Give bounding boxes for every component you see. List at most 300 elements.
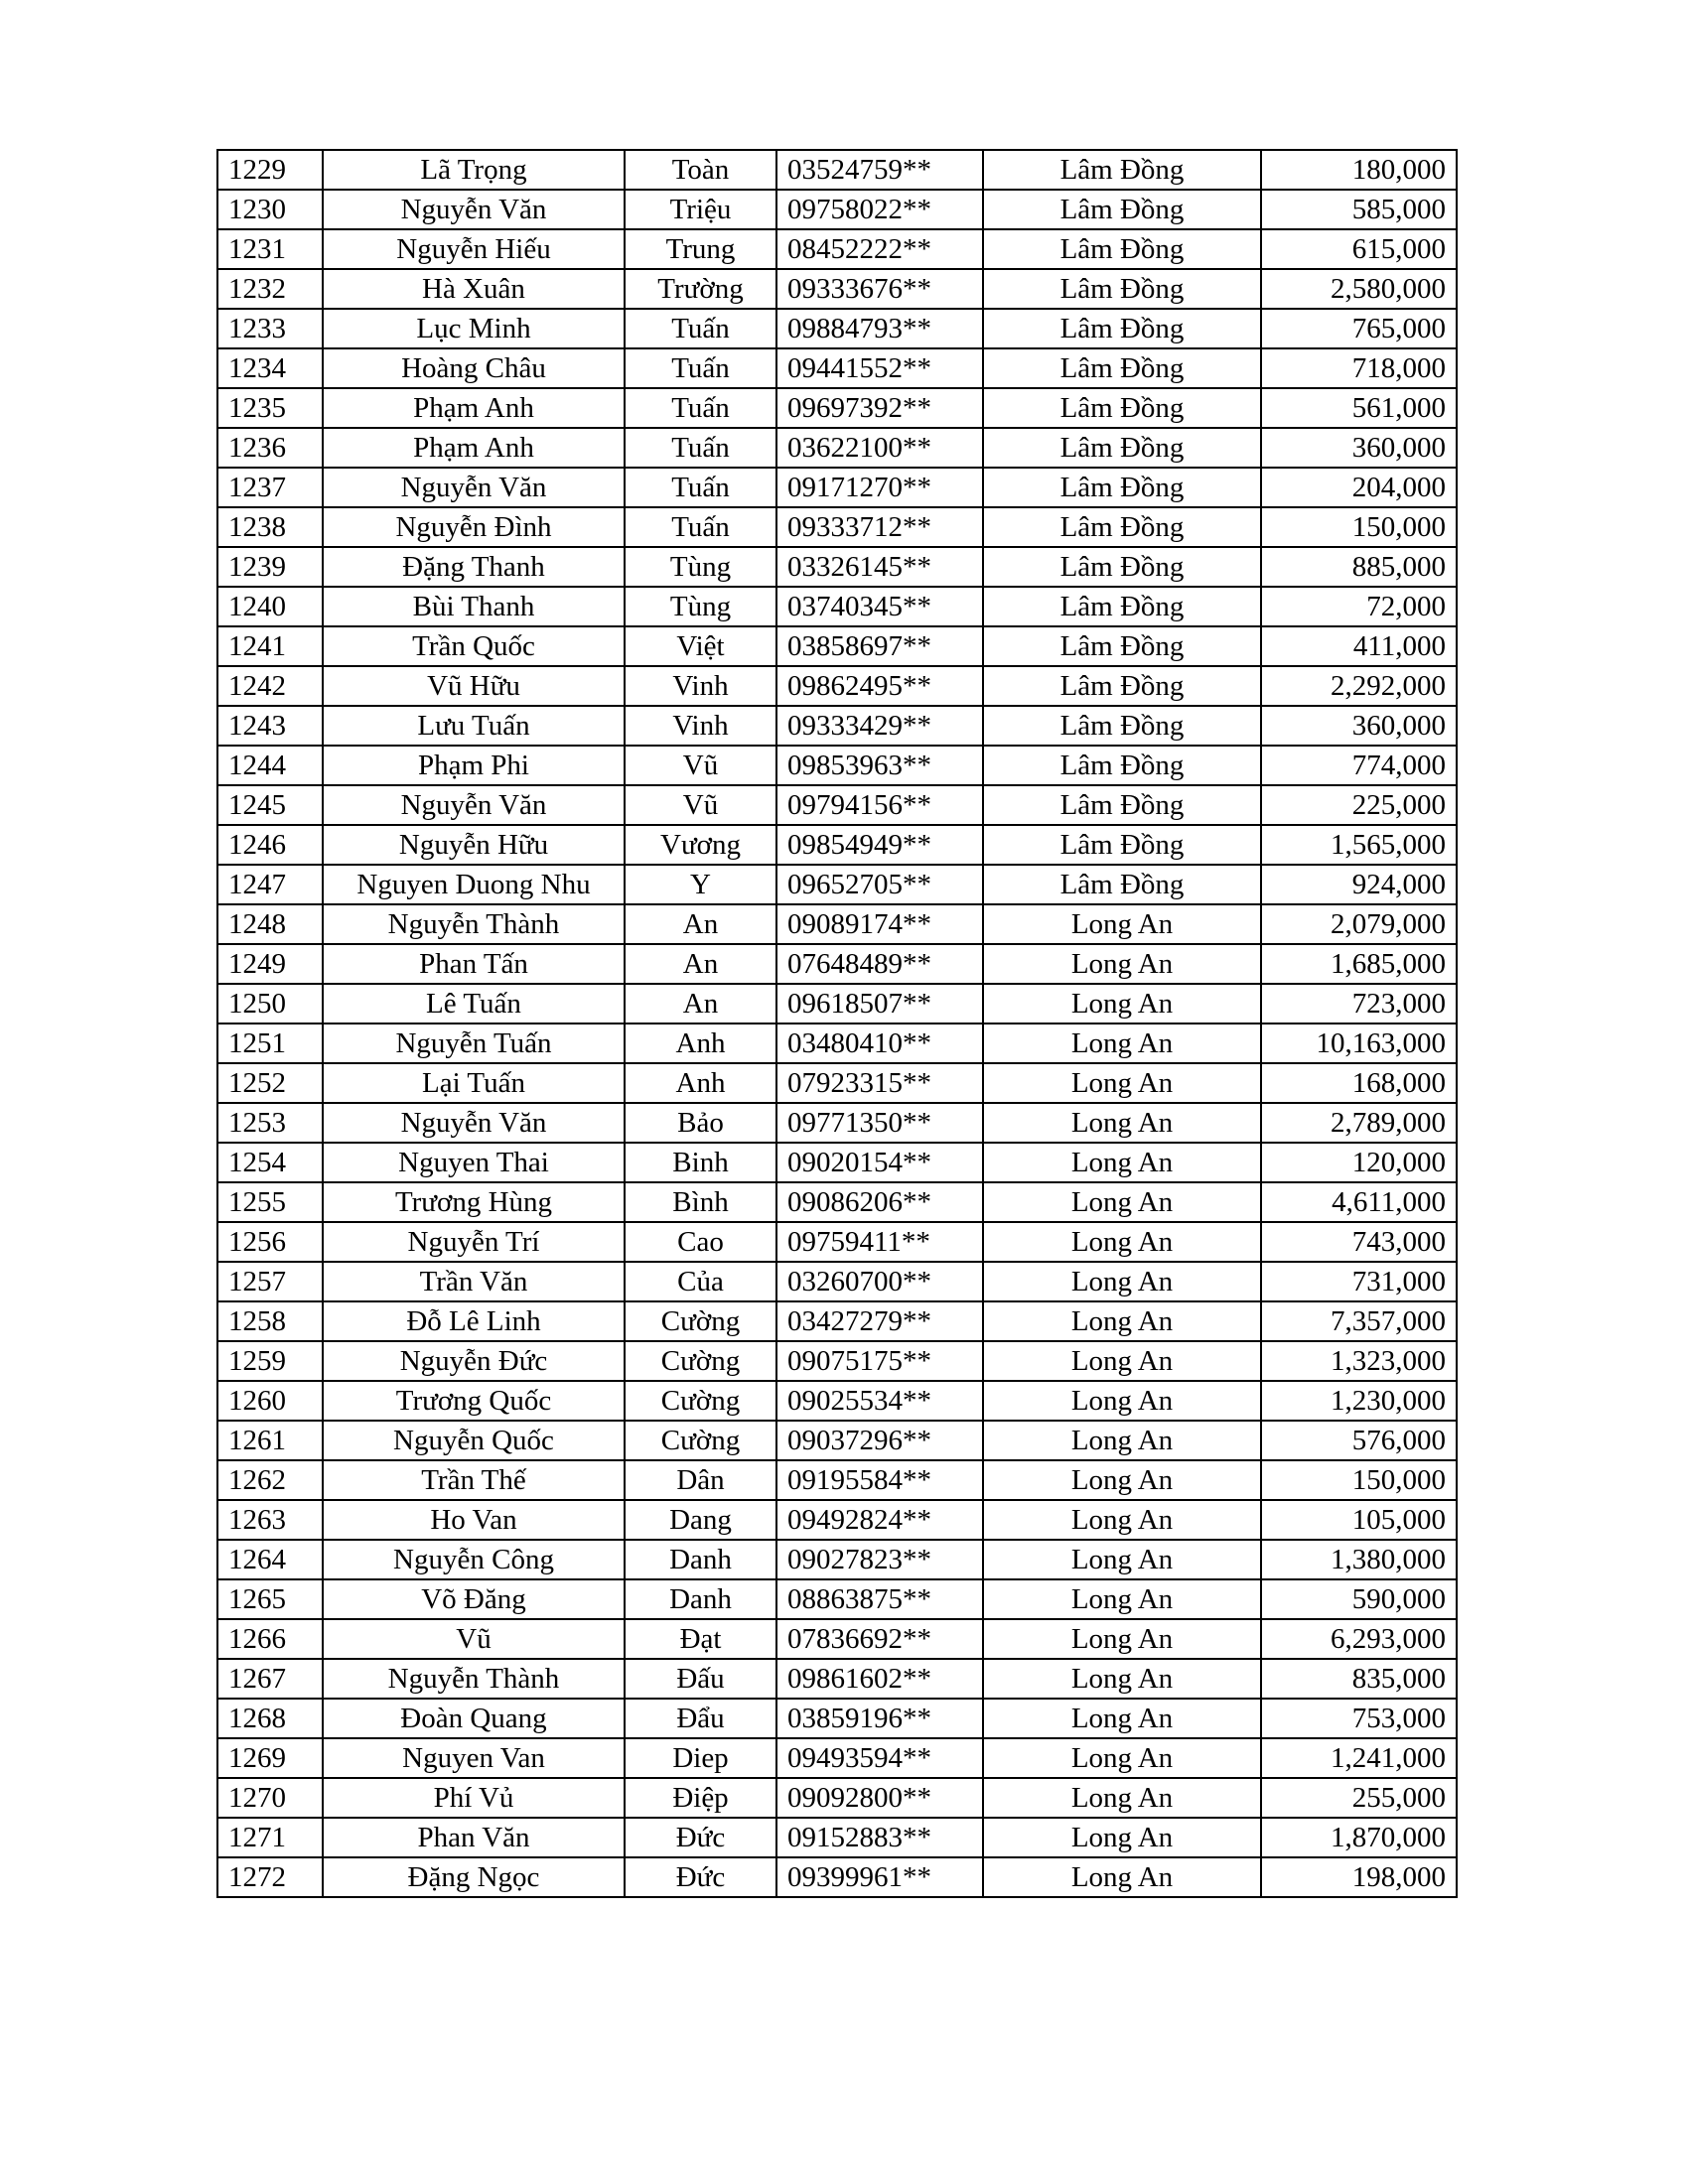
phone-number-cell: 09493594** [776,1738,983,1778]
first-name-cell: Tuấn [625,428,776,468]
amount-cell: 590,000 [1261,1579,1457,1619]
last-name-cell: Lã Trọng [323,150,625,190]
row-number-cell: 1271 [217,1818,323,1857]
table-row [217,1024,1457,1063]
row-number-cell: 1266 [217,1619,323,1659]
province-cell: Lâm Đồng [983,746,1261,785]
last-name-cell: Nguyen Duong Nhu [323,865,625,904]
table-row [217,587,1457,626]
table-row [217,785,1457,825]
first-name-cell: Danh [625,1579,776,1619]
amount-cell: 411,000 [1261,626,1457,666]
amount-cell: 72,000 [1261,587,1457,626]
last-name-cell: Trương Hùng [323,1182,625,1222]
province-cell: Long An [983,1460,1261,1500]
last-name-cell: Phạm Anh [323,428,625,468]
phone-number-cell: 09853963** [776,746,983,785]
amount-cell: 360,000 [1261,428,1457,468]
last-name-cell: Nguyễn Văn [323,785,625,825]
last-name-cell: Nguyễn Hữu [323,825,625,865]
province-cell: Lâm Đồng [983,309,1261,348]
table-row [217,269,1457,309]
table-row [217,309,1457,348]
table-row [217,1262,1457,1301]
phone-number-cell: 08863875** [776,1579,983,1619]
amount-cell: 2,580,000 [1261,269,1457,309]
last-name-cell: Phí Vủ [323,1778,625,1818]
phone-number-cell: 09652705** [776,865,983,904]
amount-cell: 1,685,000 [1261,944,1457,984]
province-cell: Lâm Đồng [983,626,1261,666]
province-cell: Long An [983,904,1261,944]
last-name-cell: Nguyễn Hiếu [323,229,625,269]
row-number-cell: 1267 [217,1659,323,1699]
province-cell: Lâm Đồng [983,547,1261,587]
table-row [217,1659,1457,1699]
amount-cell: 1,870,000 [1261,1818,1457,1857]
province-cell: Long An [983,1659,1261,1699]
amount-cell: 2,079,000 [1261,904,1457,944]
province-cell: Long An [983,1778,1261,1818]
table-row [217,547,1457,587]
amount-cell: 835,000 [1261,1659,1457,1699]
phone-number-cell: 09854949** [776,825,983,865]
row-number-cell: 1236 [217,428,323,468]
phone-number-cell: 09492824** [776,1500,983,1540]
first-name-cell: Điệp [625,1778,776,1818]
province-cell: Long An [983,1143,1261,1182]
first-name-cell: Cường [625,1301,776,1341]
amount-cell: 1,565,000 [1261,825,1457,865]
phone-number-cell: 09075175** [776,1341,983,1381]
province-cell: Long An [983,1182,1261,1222]
first-name-cell: Tùng [625,547,776,587]
phone-number-cell: 09884793** [776,309,983,348]
province-cell: Long An [983,1818,1261,1857]
last-name-cell: Đặng Ngọc [323,1857,625,1897]
table-row [217,1182,1457,1222]
row-number-cell: 1269 [217,1738,323,1778]
phone-number-cell: 03326145** [776,547,983,587]
amount-cell: 10,163,000 [1261,1024,1457,1063]
phone-number-cell: 03622100** [776,428,983,468]
table-row [217,507,1457,547]
amount-cell: 120,000 [1261,1143,1457,1182]
first-name-cell: Tuấn [625,309,776,348]
last-name-cell: Lưu Tuấn [323,706,625,746]
row-number-cell: 1252 [217,1063,323,1103]
province-cell: Long An [983,1738,1261,1778]
table-row [217,1103,1457,1143]
phone-number-cell: 09020154** [776,1143,983,1182]
row-number-cell: 1235 [217,388,323,428]
row-number-cell: 1259 [217,1341,323,1381]
province-cell: Lâm Đồng [983,785,1261,825]
table-row [217,1063,1457,1103]
amount-cell: 1,323,000 [1261,1341,1457,1381]
table-row [217,666,1457,706]
amount-cell: 168,000 [1261,1063,1457,1103]
amount-cell: 1,241,000 [1261,1738,1457,1778]
table-row [217,1460,1457,1500]
amount-cell: 2,789,000 [1261,1103,1457,1143]
phone-number-cell: 09861602** [776,1659,983,1699]
province-cell: Lâm Đồng [983,825,1261,865]
row-number-cell: 1244 [217,746,323,785]
row-number-cell: 1242 [217,666,323,706]
first-name-cell: Tuấn [625,348,776,388]
last-name-cell: Nguyễn Văn [323,190,625,229]
last-name-cell: Nguyễn Tuấn [323,1024,625,1063]
row-number-cell: 1264 [217,1540,323,1579]
first-name-cell: Y [625,865,776,904]
row-number-cell: 1233 [217,309,323,348]
province-cell: Long An [983,1262,1261,1301]
table-row [217,388,1457,428]
table-row [217,1778,1457,1818]
row-number-cell: 1268 [217,1699,323,1738]
amount-cell: 1,230,000 [1261,1381,1457,1421]
first-name-cell: Đức [625,1818,776,1857]
table-row [217,984,1457,1024]
phone-number-cell: 03480410** [776,1024,983,1063]
first-name-cell: Cao [625,1222,776,1262]
phone-number-cell: 09771350** [776,1103,983,1143]
last-name-cell: Nguyễn Đình [323,507,625,547]
phone-number-cell: 03524759** [776,150,983,190]
table-row [217,150,1457,190]
amount-cell: 731,000 [1261,1262,1457,1301]
row-number-cell: 1248 [217,904,323,944]
table-row [217,1500,1457,1540]
table-row [217,229,1457,269]
table-row [217,348,1457,388]
first-name-cell: Vinh [625,666,776,706]
table-row [217,1540,1457,1579]
row-number-cell: 1270 [217,1778,323,1818]
phone-number-cell: 09758022** [776,190,983,229]
table-row [217,1143,1457,1182]
province-cell: Lâm Đồng [983,428,1261,468]
province-cell: Long An [983,1341,1261,1381]
row-number-cell: 1254 [217,1143,323,1182]
amount-cell: 1,380,000 [1261,1540,1457,1579]
row-number-cell: 1262 [217,1460,323,1500]
first-name-cell: Của [625,1262,776,1301]
table-row [217,190,1457,229]
phone-number-cell: 03740345** [776,587,983,626]
row-number-cell: 1255 [217,1182,323,1222]
last-name-cell: Nguyen Thai [323,1143,625,1182]
last-name-cell: Lục Minh [323,309,625,348]
amount-cell: 225,000 [1261,785,1457,825]
amount-cell: 255,000 [1261,1778,1457,1818]
province-cell: Long An [983,1857,1261,1897]
first-name-cell: Vinh [625,706,776,746]
province-cell: Long An [983,1381,1261,1421]
amount-cell: 4,611,000 [1261,1182,1457,1222]
row-number-cell: 1247 [217,865,323,904]
table-row [217,1222,1457,1262]
first-name-cell: Đẩu [625,1699,776,1738]
table-row [217,825,1457,865]
row-number-cell: 1234 [217,348,323,388]
amount-cell: 6,293,000 [1261,1619,1457,1659]
first-name-cell: An [625,944,776,984]
last-name-cell: Bùi Thanh [323,587,625,626]
phone-number-cell: 09759411** [776,1222,983,1262]
row-number-cell: 1260 [217,1381,323,1421]
table-row [217,1579,1457,1619]
amount-cell: 198,000 [1261,1857,1457,1897]
table-row [217,1818,1457,1857]
phone-number-cell: 09441552** [776,348,983,388]
phone-number-cell: 09618507** [776,984,983,1024]
first-name-cell: Cường [625,1341,776,1381]
first-name-cell: Vũ [625,746,776,785]
last-name-cell: Nguyễn Công [323,1540,625,1579]
amount-cell: 204,000 [1261,468,1457,507]
amount-cell: 105,000 [1261,1500,1457,1540]
last-name-cell: Đỗ Lê Linh [323,1301,625,1341]
table-row [217,1699,1457,1738]
first-name-cell: Đức [625,1857,776,1897]
first-name-cell: Bình [625,1182,776,1222]
first-name-cell: Dân [625,1460,776,1500]
first-name-cell: Anh [625,1024,776,1063]
province-cell: Long An [983,1103,1261,1143]
first-name-cell: Tuấn [625,388,776,428]
last-name-cell: Nguyễn Văn [323,468,625,507]
first-name-cell: Tùng [625,587,776,626]
last-name-cell: Hà Xuân [323,269,625,309]
province-cell: Long An [983,1063,1261,1103]
table-row [217,1421,1457,1460]
amount-cell: 180,000 [1261,150,1457,190]
last-name-cell: Phan Tấn [323,944,625,984]
last-name-cell: Nguyen Van [323,1738,625,1778]
province-cell: Lâm Đồng [983,706,1261,746]
table-row [217,706,1457,746]
row-number-cell: 1243 [217,706,323,746]
last-name-cell: Nguyễn Văn [323,1103,625,1143]
amount-cell: 765,000 [1261,309,1457,348]
province-cell: Lâm Đồng [983,190,1261,229]
last-name-cell: Lại Tuấn [323,1063,625,1103]
last-name-cell: Trương Quốc [323,1381,625,1421]
last-name-cell: Phan Văn [323,1818,625,1857]
first-name-cell: Dang [625,1500,776,1540]
phone-number-cell: 09086206** [776,1182,983,1222]
amount-cell: 885,000 [1261,547,1457,587]
phone-number-cell: 09152883** [776,1818,983,1857]
amount-cell: 615,000 [1261,229,1457,269]
table-row [217,1619,1457,1659]
row-number-cell: 1240 [217,587,323,626]
phone-number-cell: 09399961** [776,1857,983,1897]
amount-cell: 150,000 [1261,1460,1457,1500]
first-name-cell: Vương [625,825,776,865]
last-name-cell: Vũ [323,1619,625,1659]
phone-number-cell: 09027823** [776,1540,983,1579]
table-row [217,468,1457,507]
data-table [216,149,1458,1898]
table-row [217,1381,1457,1421]
last-name-cell: Phạm Phi [323,746,625,785]
province-cell: Long An [983,984,1261,1024]
province-cell: Lâm Đồng [983,865,1261,904]
first-name-cell: Tuấn [625,468,776,507]
table-row [217,865,1457,904]
phone-number-cell: 09333712** [776,507,983,547]
row-number-cell: 1253 [217,1103,323,1143]
first-name-cell: Binh [625,1143,776,1182]
first-name-cell: Triệu [625,190,776,229]
last-name-cell: Vũ Hữu [323,666,625,706]
amount-cell: 576,000 [1261,1421,1457,1460]
first-name-cell: Cường [625,1381,776,1421]
province-cell: Lâm Đồng [983,269,1261,309]
last-name-cell: Võ Đăng [323,1579,625,1619]
province-cell: Long An [983,1500,1261,1540]
province-cell: Long An [983,1699,1261,1738]
last-name-cell: Lê Tuấn [323,984,625,1024]
table-row [217,1738,1457,1778]
province-cell: Long An [983,1301,1261,1341]
row-number-cell: 1250 [217,984,323,1024]
province-cell: Lâm Đồng [983,587,1261,626]
phone-number-cell: 08452222** [776,229,983,269]
phone-number-cell: 09333429** [776,706,983,746]
row-number-cell: 1241 [217,626,323,666]
table-row [217,428,1457,468]
row-number-cell: 1231 [217,229,323,269]
phone-number-cell: 09171270** [776,468,983,507]
first-name-cell: Trường [625,269,776,309]
row-number-cell: 1261 [217,1421,323,1460]
province-cell: Long An [983,1579,1261,1619]
first-name-cell: An [625,904,776,944]
phone-number-cell: 07648489** [776,944,983,984]
last-name-cell: Đặng Thanh [323,547,625,587]
row-number-cell: 1263 [217,1500,323,1540]
amount-cell: 723,000 [1261,984,1457,1024]
first-name-cell: Tuấn [625,507,776,547]
phone-number-cell: 07836692** [776,1619,983,1659]
phone-number-cell: 09697392** [776,388,983,428]
phone-number-cell: 09195584** [776,1460,983,1500]
province-cell: Long An [983,944,1261,984]
last-name-cell: Trần Quốc [323,626,625,666]
amount-cell: 7,357,000 [1261,1301,1457,1341]
row-number-cell: 1257 [217,1262,323,1301]
first-name-cell: Trung [625,229,776,269]
last-name-cell: Nguyễn Đức [323,1341,625,1381]
first-name-cell: Vũ [625,785,776,825]
province-cell: Long An [983,1222,1261,1262]
phone-number-cell: 03427279** [776,1301,983,1341]
last-name-cell: Phạm Anh [323,388,625,428]
row-number-cell: 1230 [217,190,323,229]
province-cell: Long An [983,1540,1261,1579]
phone-number-cell: 09037296** [776,1421,983,1460]
amount-cell: 774,000 [1261,746,1457,785]
phone-number-cell: 09794156** [776,785,983,825]
first-name-cell: Bảo [625,1103,776,1143]
phone-number-cell: 09333676** [776,269,983,309]
row-number-cell: 1265 [217,1579,323,1619]
row-number-cell: 1238 [217,507,323,547]
first-name-cell: Đạt [625,1619,776,1659]
province-cell: Lâm Đồng [983,388,1261,428]
last-name-cell: Nguyễn Quốc [323,1421,625,1460]
phone-number-cell: 03858697** [776,626,983,666]
amount-cell: 150,000 [1261,507,1457,547]
amount-cell: 2,292,000 [1261,666,1457,706]
amount-cell: 718,000 [1261,348,1457,388]
province-cell: Lâm Đồng [983,348,1261,388]
phone-number-cell: 07923315** [776,1063,983,1103]
row-number-cell: 1239 [217,547,323,587]
table-row [217,1301,1457,1341]
table-row [217,904,1457,944]
province-cell: Long An [983,1024,1261,1063]
first-name-cell: Diep [625,1738,776,1778]
row-number-cell: 1246 [217,825,323,865]
first-name-cell: Toàn [625,150,776,190]
province-cell: Lâm Đồng [983,229,1261,269]
row-number-cell: 1256 [217,1222,323,1262]
row-number-cell: 1237 [217,468,323,507]
province-cell: Long An [983,1619,1261,1659]
phone-number-cell: 03260700** [776,1262,983,1301]
phone-number-cell: 09092800** [776,1778,983,1818]
phone-number-cell: 09089174** [776,904,983,944]
last-name-cell: Nguyễn Trí [323,1222,625,1262]
amount-cell: 360,000 [1261,706,1457,746]
last-name-cell: Hoàng Châu [323,348,625,388]
table-row [217,944,1457,984]
first-name-cell: Đấu [625,1659,776,1699]
province-cell: Lâm Đồng [983,666,1261,706]
province-cell: Long An [983,1421,1261,1460]
first-name-cell: Danh [625,1540,776,1579]
table-row [217,1857,1457,1897]
province-cell: Lâm Đồng [983,150,1261,190]
last-name-cell: Trần Thế [323,1460,625,1500]
amount-cell: 753,000 [1261,1699,1457,1738]
last-name-cell: Nguyễn Thành [323,1659,625,1699]
row-number-cell: 1229 [217,150,323,190]
amount-cell: 585,000 [1261,190,1457,229]
amount-cell: 924,000 [1261,865,1457,904]
amount-cell: 561,000 [1261,388,1457,428]
row-number-cell: 1258 [217,1301,323,1341]
last-name-cell: Nguyễn Thành [323,904,625,944]
last-name-cell: Ho Van [323,1500,625,1540]
province-cell: Lâm Đồng [983,507,1261,547]
phone-number-cell: 09862495** [776,666,983,706]
first-name-cell: Việt [625,626,776,666]
table-body [217,150,1457,1897]
table-row [217,746,1457,785]
row-number-cell: 1251 [217,1024,323,1063]
first-name-cell: An [625,984,776,1024]
last-name-cell: Trần Văn [323,1262,625,1301]
amount-cell: 743,000 [1261,1222,1457,1262]
last-name-cell: Đoàn Quang [323,1699,625,1738]
table-row [217,626,1457,666]
